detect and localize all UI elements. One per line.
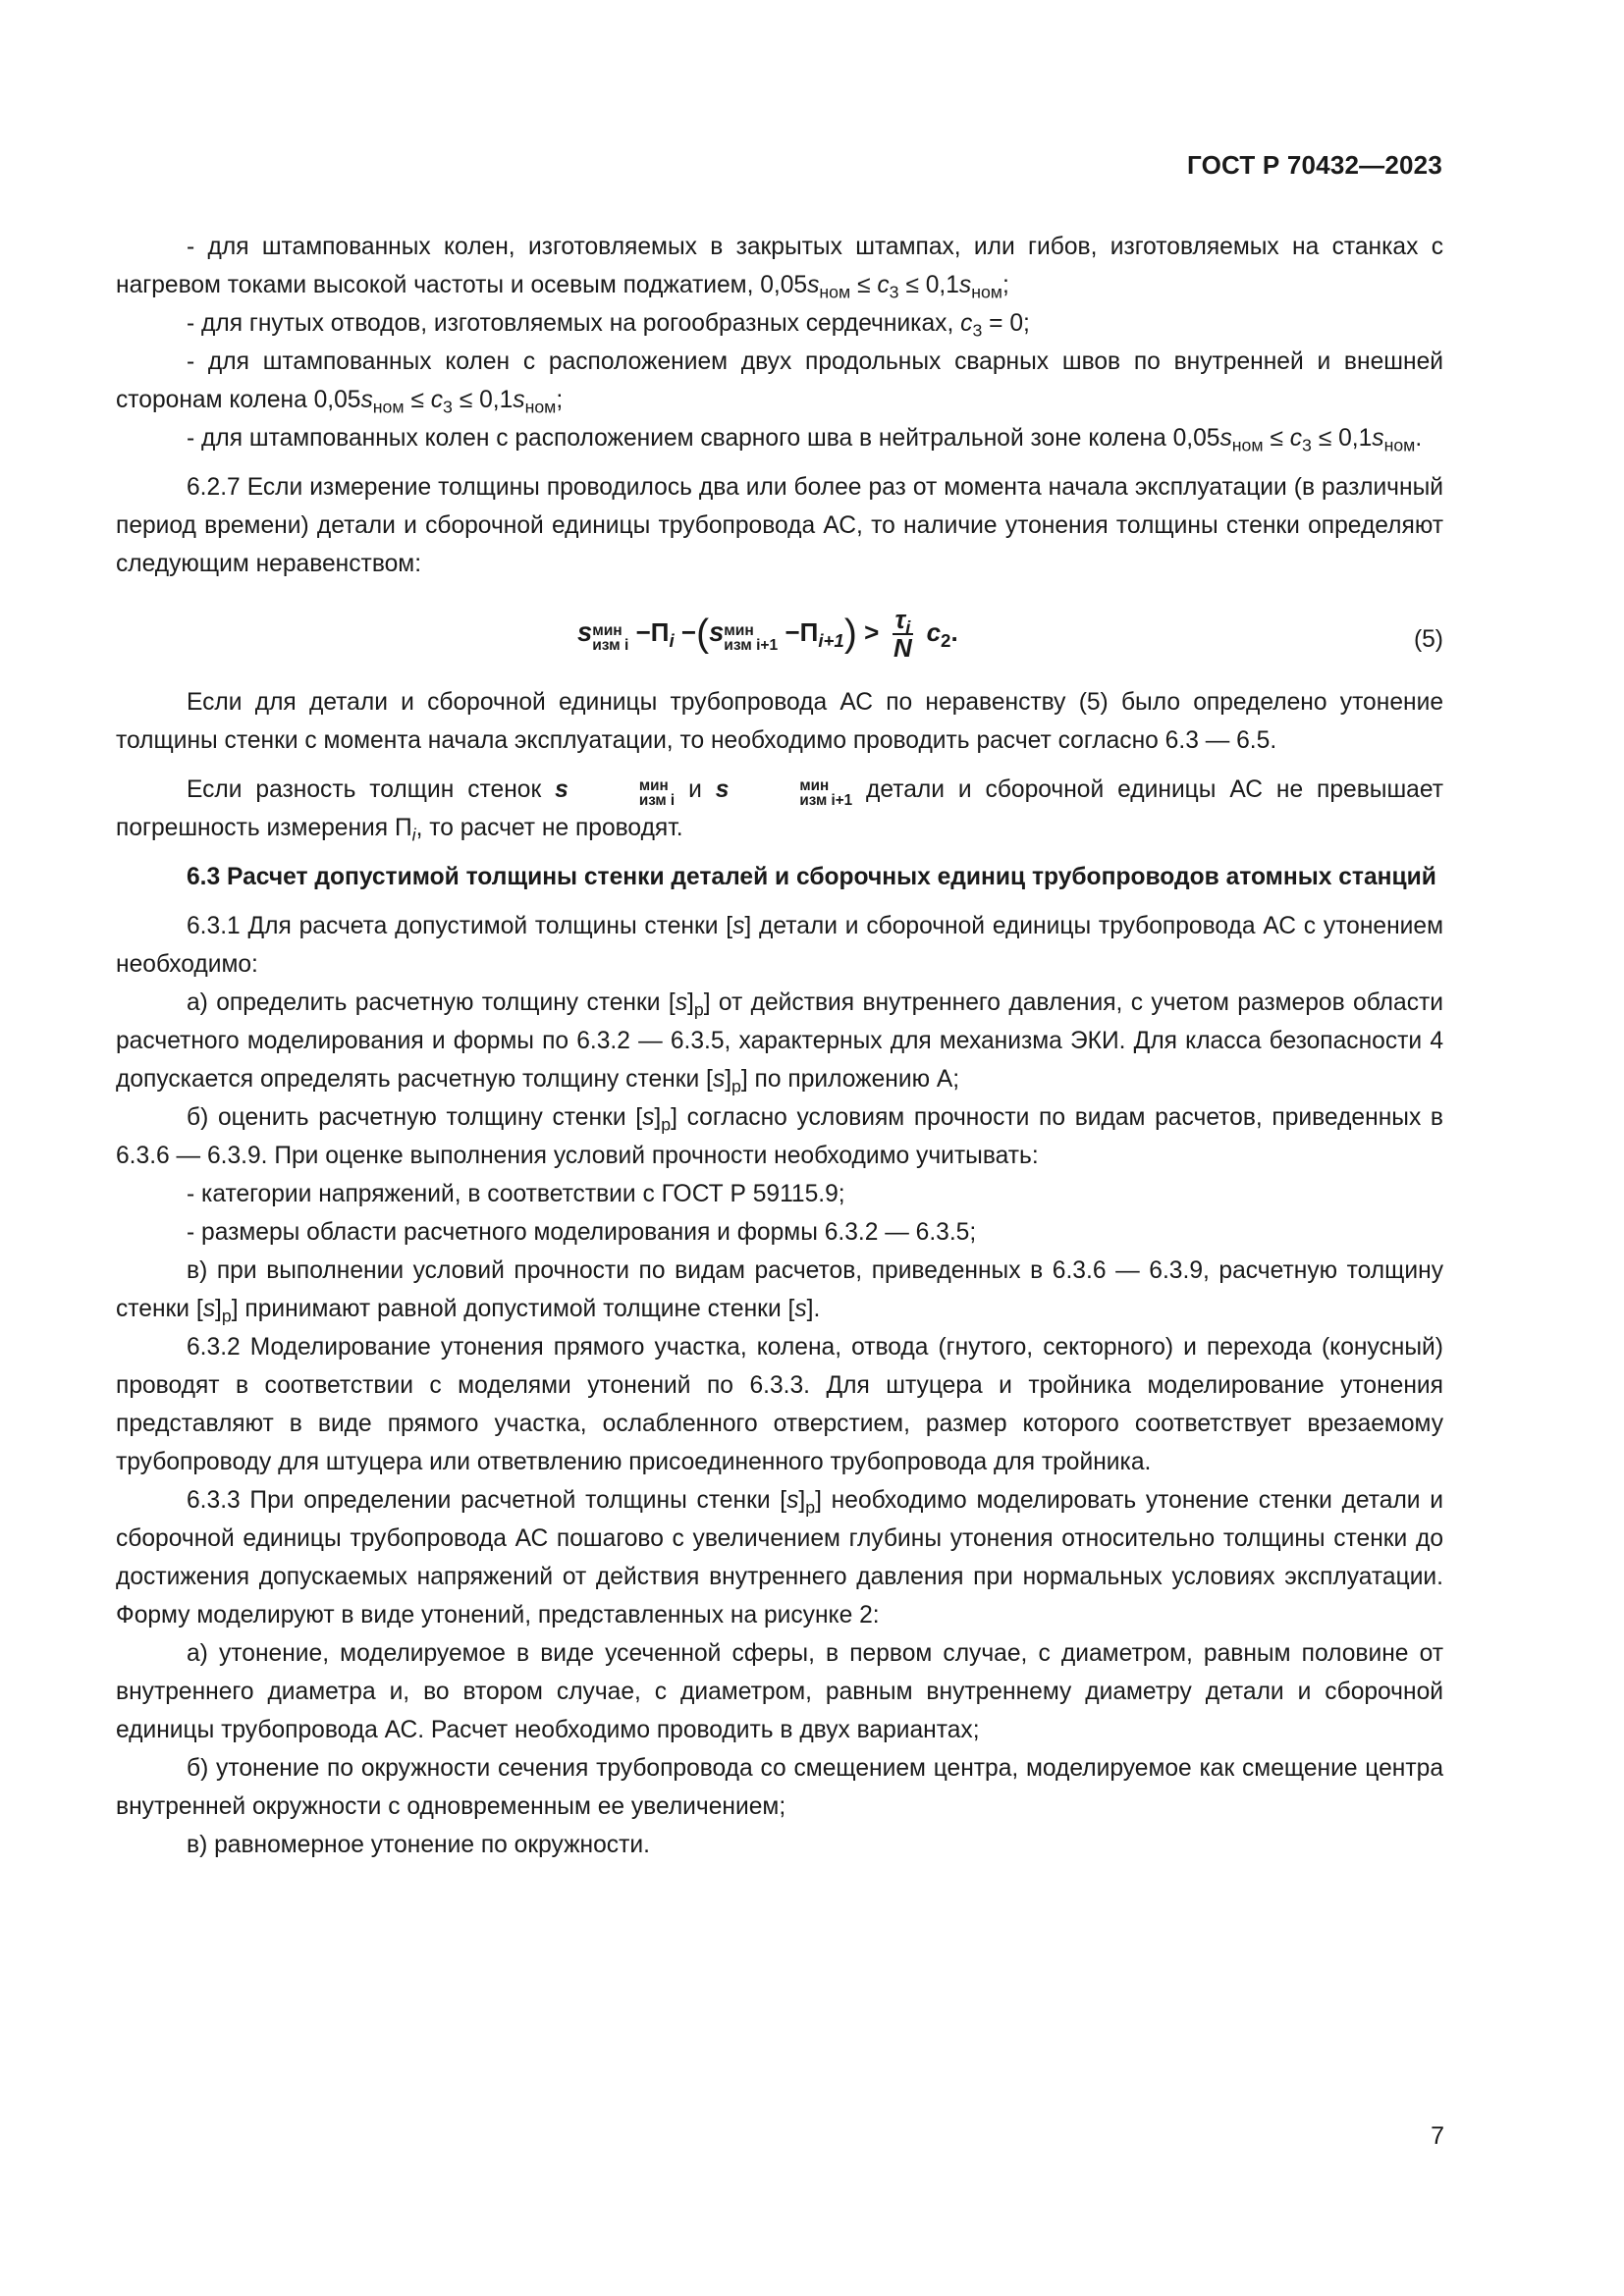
paragraph: в) при выполнении условий прочности по видам расчетов, приведенных в 6.3.6 — 6.3.9, расчетную толщину стенки $[s]_р$] принимают равной допустимой толщине стенки [s]. [116, 1257, 1443, 1326]
paragraph: 6.3.3 При определении расчетной толщины стенки $[s]_р$] необходимо моделировать утонение стенки детали и сборочной единицы трубопровода АС пошагово с увеличением глубины утонения относительно толщины стенки до достижения допускаемых напряжений от действия внутреннего давления при нормальных условиях эксплуатации. Форму моделируют в виде утонений, представленных на рисунке 2: [116, 1487, 1443, 1629]
paragraph: Если для детали и сборочной единицы трубопровода АС по неравенству (5) было определено утонение толщины стенки с момента начала эксплуатации, то необходимо проводить расчет согласно 6.3 — 6.5. [116, 689, 1443, 754]
fraction: $\frac{\tau_i}{N}$ [893, 605, 912, 664]
formula-row [116, 601, 1443, 669]
paragraph: - для гнутых отводов, изготовляемых на рогообразных сердечниках, $c_3 = 0$; [187, 310, 1030, 341]
paragraph: 6.3.1 Для расчета допустимой толщины стенки [s] детали и сборочной единицы трубопровода АС с утонением необходимо: [116, 913, 1444, 978]
paragraph-6-2-7: 6.2.7 Если измерение толщины проводилось два или более раз от момента начала эксплуатации (в различный период времени) детали и сборочной единицы трубопровода АС, то наличие утонения толщины стенки определяют следующим неравенством: [116, 474, 1443, 577]
paragraph: б) оценить расчетную толщину стенки $[s]_р$] согласно условиям прочности по видам расчетов, приведенных в 6.3.6 — 6.3.9. При оценке выполнения условий прочности необходимо учитывать: [116, 1104, 1443, 1169]
paragraph: - размеры области расчетного моделирования и формы 6.3.2 — 6.3.5; [187, 1219, 977, 1246]
page-number: 7 [1431, 2122, 1444, 2150]
paragraph: - для штампованных колен, изготовляемых в закрытых штампах, или гибов, изготовляемых на станках с нагревом токами высокой частоты и осевым поджатием, $0,05s_{ном} \le c_3 \le 0,1s_{ном}$; [116, 234, 1443, 302]
equation-number: (5) [1413, 626, 1443, 653]
paragraph: а) определить расчетную толщину стенки $[s]_р$] от действия внутреннего давления, с учетом размеров области расчетного моделирования и формы по 6.3.2 — 6.3.5, характерных для механизма ЭКИ. Для класса безопасности 4 допускается определять расчетную толщину стенки $[s]_р$] по приложению А; [116, 989, 1444, 1096]
inequality-formula: s мин изм i $-П_i -(s$ мин изм i+1 $-П_{i+1}$) > $\frac{\tau_i}{N}$ $c_2$. [577, 605, 958, 664]
document-header: ГОСТ Р 70432—2023 [1187, 150, 1442, 180]
paragraph: - для штампованных колен с расположением двух продольных сварных швов по внутренней и внешней сторонам колена $0,05s_{ном} \le c_3 \le 0,1s_{ном}$; [116, 348, 1443, 417]
paragraph: Если разность толщин стенок s мин изм i и s мин изм i+1 детали и сборочной единицы АС не превышает погрешность измерения $П_i$, то расчет не проводят. [116, 776, 1443, 845]
section-heading: 6.3 Расчет допустимой толщины стенки деталей и сборочных единиц трубопроводов атомных станций [187, 864, 1436, 890]
paragraph: а) утонение, моделируемое в виде усеченной сферы, в первом случае, с диаметром, равным половине от внутреннего диаметра и, во втором случае, с диаметром, равным внутреннему диаметру детали и сборочной единицы трубопровода АС. Расчет необходимо проводить в двух вариантах; [116, 1640, 1443, 1743]
paragraph: - категории напряжений, в соответствии с ГОСТ Р 59115.9; [187, 1181, 845, 1207]
document-body [116, 228, 1443, 1864]
paragraph: - для штампованных колен с расположением сварного шва в нейтральной зоне колена $0,05s_{ном} \le c_3 \le 0,1s_{ном}$. [187, 425, 1423, 455]
paragraph: в) равномерное утонение по окружности. [187, 1832, 650, 1858]
paragraph: б) утонение по окружности сечения трубопровода со смещением центра, моделируемое как смещение центра внутренней окружности с одновременным ее увеличением; [116, 1755, 1443, 1820]
paragraph: 6.3.2 Моделирование утонения прямого участка, колена, отвода (гнутого, секторного) и перехода (конусный) проводят в соответствии с моделями утонений по 6.3.3. Для штуцера и тройника моделирование утонения представляют в виде прямого участка, ослабленного отверстием, размер которого соответствует врезаемому трубопроводу для штуцера или ответвлению присоединенного трубопровода для тройника. [116, 1334, 1443, 1475]
